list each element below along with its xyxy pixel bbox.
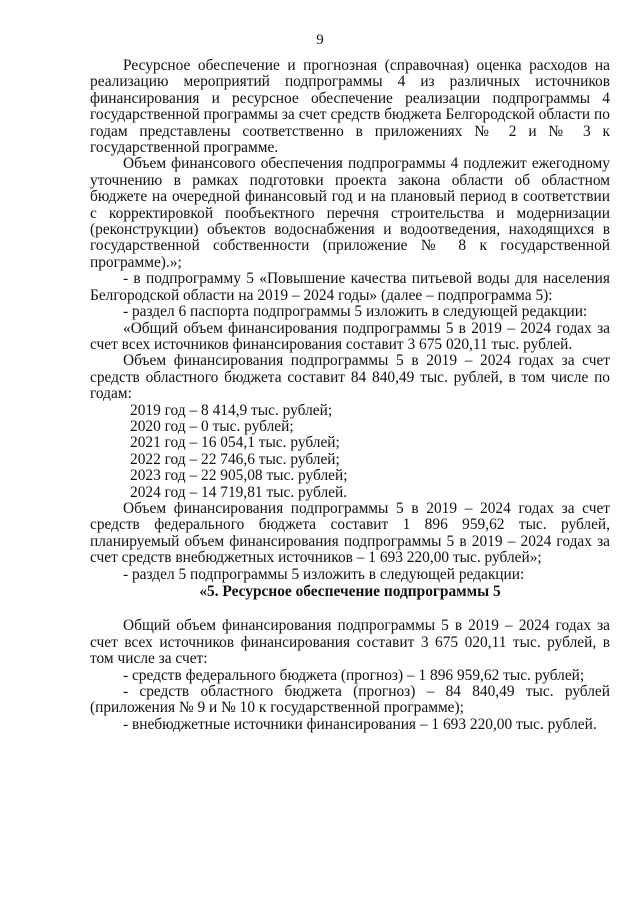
paragraph-section-5-edit: - раздел 5 подпрограммы 5 изложить в следующей редакции:	[123, 565, 525, 583]
paragraph-section-6-edit: - раздел 6 паспорта подпрограммы 5 изложить в следующей редакции:	[123, 303, 588, 321]
page-number: 9	[316, 32, 324, 48]
list-item-federal: - средств федерального бюджета (прогноз) – 1 896 959,62 тыс. рублей;	[123, 666, 585, 684]
paragraph-regional-funding: Объем финансирования подпрограммы 5 в 2019 – 2024 годах за счет средств областного бюджета составит 84 840,49 тыс. рублей, в том числе по годам:	[90, 352, 610, 403]
year-item: 2019 год – 8 414,9 тыс. рублей;	[130, 401, 333, 419]
year-item: 2021 год – 16 054,1 тыс. рублей;	[130, 434, 340, 452]
yearly-funding-list	[90, 403, 610, 501]
paragraph-resource-provision: Ресурсное обеспечение и прогнозная (справочная) оценка расходов на реализацию мероприятий подпрограммы 4 из различных источников финансирования и ресурсное обеспечение реализации подпрограммы 4 государственной программы за счет средств бюджета Белгородской области по годам представлены соответственно в приложениях № 2 и № 3 к государственной программе.	[90, 57, 610, 157]
document-body	[90, 58, 610, 733]
list-item-extrabudgetary: - внебюджетные источники финансирования – 1 693 220,00 тыс. рублей.	[123, 715, 597, 733]
year-item: 2024 год – 14 719,81 тыс. рублей.	[130, 483, 348, 501]
paragraph-total-funding: «Общий объем финансирования подпрограммы 5 в 2019 – 2024 годах за счет всех источников финансирования составит 3 675 020,11 тыс. рублей.	[90, 319, 610, 353]
paragraph-federal-funding: Объем финансирования подпрограммы 5 в 2019 – 2024 годах за счет средств федерального бюджета составит 1 896 959,62 тыс. рублей, планируемый объем финансирования подпрограммы 5 в 2019 – 2024 годах за счет средств внебюджетных источников – 1 693 220,00 тыс. рублей»;	[90, 499, 610, 567]
year-item: 2020 год – 0 тыс. рублей;	[130, 417, 294, 435]
list-item-regional: - средств областного бюджета (прогноз) – 84 840,49 тыс. рублей (приложения № 9 и № 10 к государственной программе);	[90, 683, 610, 717]
paragraph-subprogram-5-intro: - в подпрограмму 5 «Повышение качества питьевой воды для населения Белгородской области на 2019 – 2024 годы» (далее – подпрограмма 5):	[90, 270, 610, 304]
paragraph-overall-funding: Общий объем финансирования подпрограммы 5 в 2019 – 2024 годах за счет всех источников финансирования составит 3 675 020,11 тыс. рублей, в том числе за счет:	[90, 617, 610, 668]
year-item: 2023 год – 22 905,08 тыс. рублей;	[130, 467, 348, 485]
year-item: 2022 год – 22 746,6 тыс. рублей;	[130, 450, 340, 468]
paragraph-funding-adjustment: Объем финансового обеспечения подпрограммы 4 подлежит ежегодному уточнению в рамках подготовки проекта закона области об областном бюджете на очередной финансовый год и на плановый период в соответствии с корректировкой пообъектного перечня строительства и модернизации (реконструкции) объектов водоснабжения и водоотведения, находящихся в государственной собственности (приложение № 8 к государственной программе).»;	[90, 155, 610, 271]
section-heading: «5. Ресурсное обеспечение подпрограммы 5	[199, 583, 501, 600]
